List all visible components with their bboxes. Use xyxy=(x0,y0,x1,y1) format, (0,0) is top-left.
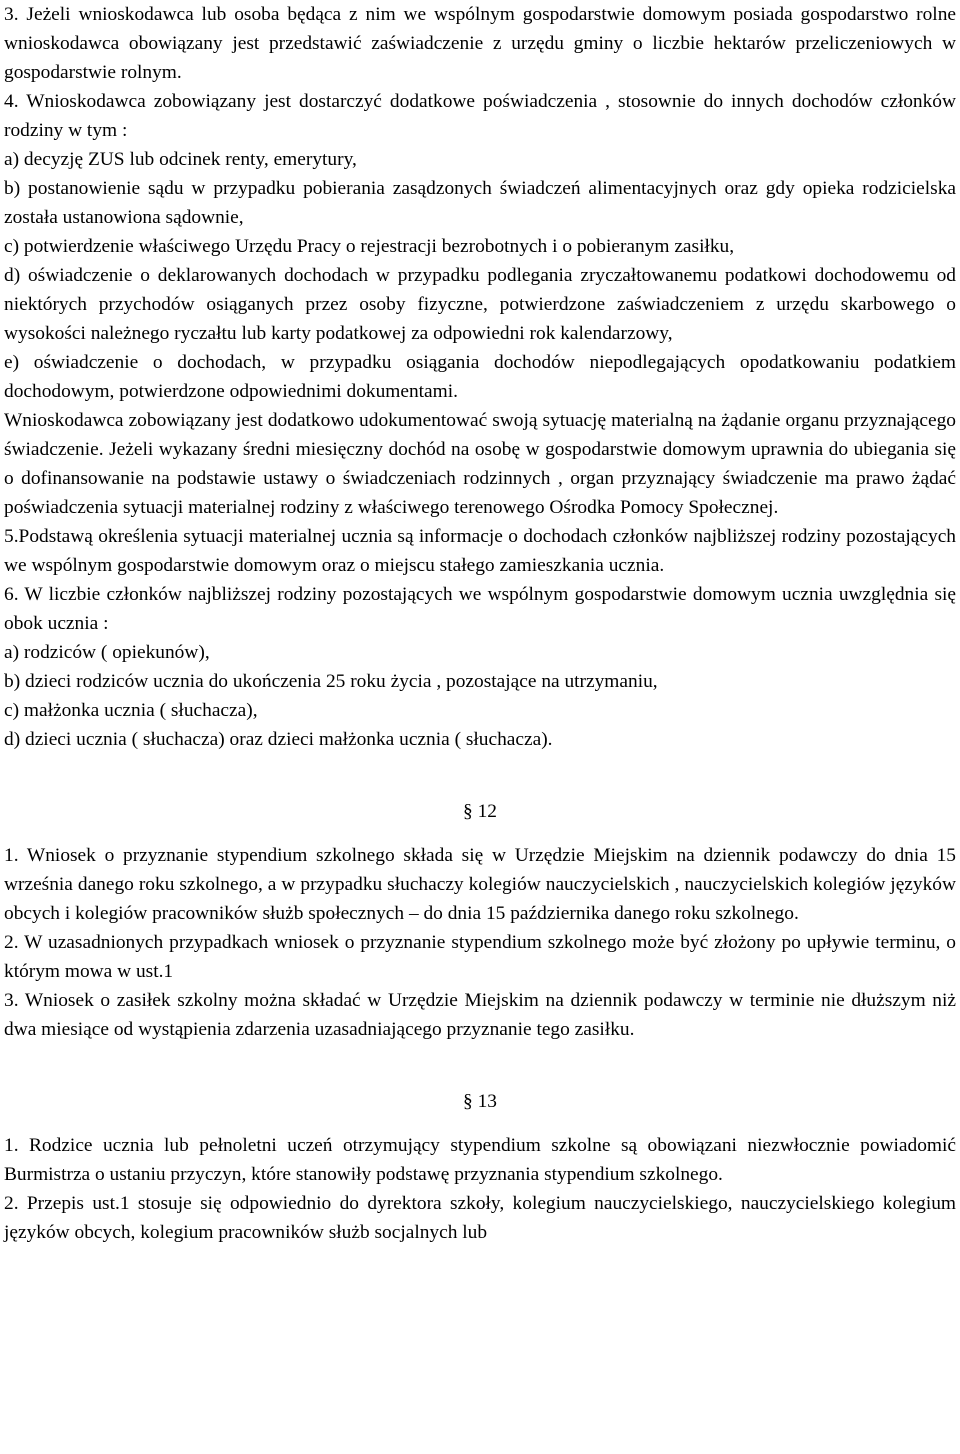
section-13-point-1: 1. Rodzice ucznia lub pełnoletni uczeń otrzymujący stypendium szkolne są obowiązani niezwłocznie powiadomić Burmistrza o ustaniu przyczyn, które stanowiły podstawę przyznania stypendium szkolnego. xyxy=(4,1135,956,1185)
section-12-point-3: 3. Wniosek o zasiłek szkolny można składać w Urzędzie Miejskim na dziennik podawczy w terminie nie dłuższym niż dwa miesiące od wystąpienia zdarzenia uzasadniającego przyznanie tego zasiłku. xyxy=(4,990,956,1040)
section-heading-12: § 12 xyxy=(463,801,497,822)
paragraph-wnioskodawca: Wnioskodawca zobowiązany jest dodatkowo udokumentować swoją sytuację materialną na żądanie organu przyznającego świadczenie. Jeżeli wykazany średni miesięczny dochód na osobę w gospodarstwie domowym uprawnia do ubiegania się o dofinansowanie na podstawie ustawy o świadczeniach rodzinnych , organ przyznający świadczenie ma prawo żądać poświadczenia sytuacji materialnej rodziny z właściwego terenowego Ośrodka Pomocy Społecznej. xyxy=(4,410,956,518)
list-item-6b: b) dzieci rodziców ucznia do ukończenia 25 roku życia , pozostające na utrzymaniu, xyxy=(4,671,658,692)
spacer xyxy=(4,754,956,783)
list-item-4d: d) oświadczenie o deklarowanych dochodach w przypadku podlegania zryczałtowanemu podatkowi dochodowemu od niektórych przychodów osiąganych przez osoby fizyczne, potwierdzone zaświadczeniem z urzędu skarbowego o wysokości należnego ryczałtu lub karty podatkowej za odpowiedni rok kalendarzowy, xyxy=(4,265,956,344)
paragraph-5: 5.Podstawą określenia sytuacji materialnej ucznia są informacje o dochodach członków najbliższej rodziny pozostających we wspólnym gospodarstwie domowym oraz o miejscu stałego zamieszkania ucznia. xyxy=(4,526,956,576)
list-item-6c: c) małżonka ucznia ( słuchacza), xyxy=(4,700,258,721)
paragraph-4: 4. Wnioskodawca zobowiązany jest dostarczyć dodatkowe poświadczenia , stosownie do innych dochodów członków rodziny w tym : xyxy=(4,91,956,141)
list-item-6a: a) rodziców ( opiekunów), xyxy=(4,642,210,663)
list-item-4b: b) postanowienie sądu w przypadku pobierania zasądzonych świadczeń alimentacyjnych oraz gdy opieka rodzicielska została ustanowiona sądownie, xyxy=(4,178,956,228)
section-12-point-1: 1. Wniosek o przyznanie stypendium szkolnego składa się w Urzędzie Miejskim na dziennik podawczy do dnia 15 września danego roku szkolnego, a w przypadku słuchaczy kolegiów nauczycielskich , nauczycielskich kolegiów języków obcych i kolegiów pracowników służb społecznych – do dnia 15 października danego roku szkolnego. xyxy=(4,845,956,924)
paragraph-3: 3. Jeżeli wnioskodawca lub osoba będąca z nim we wspólnym gospodarstwie domowym posiada gospodarstwo rolne wnioskodawca obowiązany jest przedstawić zaświadczenie z urzędu gminy o liczbie hektarów przeliczeniowych w gospodarstwie rolnym. xyxy=(4,4,956,83)
section-heading-13: § 13 xyxy=(463,1091,497,1112)
section-12-point-2: 2. W uzasadnionych przypadkach wniosek o przyznanie stypendium szkolnego może być złożony po upływie terminu, o którym mowa w ust.1 xyxy=(4,932,956,982)
section-13-point-2: 2. Przepis ust.1 stosuje się odpowiednio do dyrektora szkoły, kolegium nauczycielskiego, nauczycielskiego kolegium języków obcych, kolegium pracowników służb socjalnych lub xyxy=(4,1193,956,1243)
list-item-4a: a) decyzję ZUS lub odcinek renty, emerytury, xyxy=(4,149,357,170)
list-item-4c: c) potwierdzenie właściwego Urzędu Pracy o rejestracji bezrobotnych i o pobieranym zasiłku, xyxy=(4,236,735,257)
list-item-6d: d) dzieci ucznia ( słuchacza) oraz dzieci małżonka ucznia ( słuchacza). xyxy=(4,729,553,750)
spacer xyxy=(4,1044,956,1073)
list-item-4e: e) oświadczenie o dochodach, w przypadku osiągania dochodów niepodlegających opodatkowaniu podatkiem dochodowym, potwierdzone odpowiednimi dokumentami. xyxy=(4,352,956,402)
paragraph-6: 6. W liczbie członków najbliższej rodziny pozostających we wspólnym gospodarstwie domowym ucznia uwzględnia się obok ucznia : xyxy=(4,584,956,634)
